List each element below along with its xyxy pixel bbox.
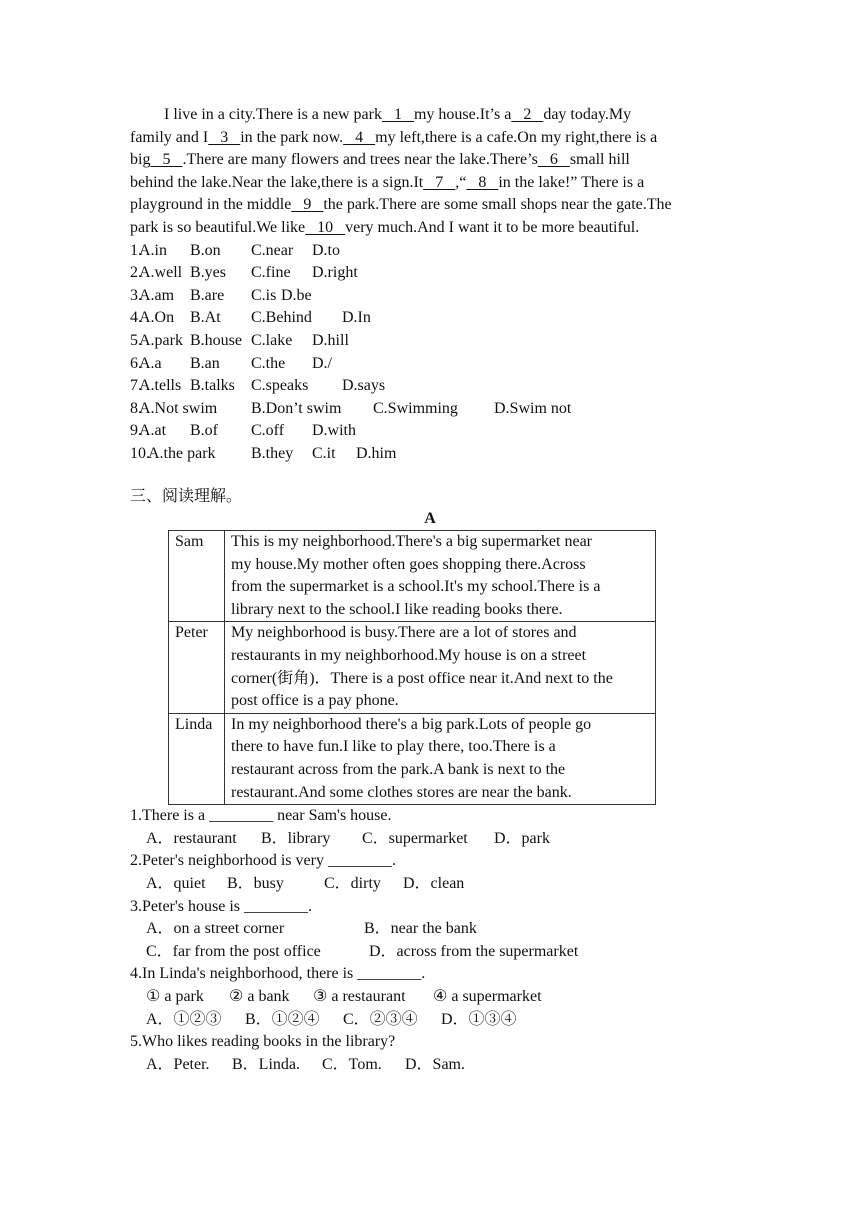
option-c: C．supermarket: [362, 829, 468, 847]
option-number: 2.: [130, 264, 142, 282]
option-b: B.yes: [190, 264, 226, 282]
question-stem: 5.Who likes reading books in the library?: [130, 1033, 396, 1051]
option-a: A．quiet: [146, 875, 206, 892]
question-options: [130, 941, 730, 964]
option-c: C.it: [312, 444, 336, 462]
question-options: [130, 873, 730, 896]
document-page: [130, 104, 730, 1076]
cloze-options: [130, 240, 730, 466]
option-b: B．library: [261, 829, 331, 847]
option-number: 7.: [130, 377, 142, 395]
option-a: A.park: [139, 331, 183, 349]
option-b: B.talks: [190, 377, 235, 395]
question-stem: 1.There is a ________ near Sam's house.: [130, 807, 392, 825]
passage-text: my left,there is a cafe.On my right,there is a: [375, 128, 658, 146]
row-name: Sam: [169, 531, 225, 622]
option-c: C．②③④: [343, 1010, 418, 1028]
neighborhood-table: [168, 530, 656, 805]
blank-1: 1: [381, 106, 414, 123]
question-stem: 3.Peter's house is ________.: [130, 897, 312, 915]
reading-section: [130, 486, 730, 1077]
option-c: C.fine: [251, 264, 291, 282]
question-options: [130, 986, 730, 1009]
option-d: D．across from the supermarket: [369, 942, 579, 960]
option-b: B.At: [190, 309, 221, 327]
blank-8: 8: [466, 173, 499, 191]
option-c: C.near: [251, 241, 294, 259]
passage-text: behind the lake.Near the lake,there is a sign.It: [130, 173, 424, 191]
option-a: A.in: [139, 241, 167, 259]
option-b: B.house: [190, 331, 242, 349]
option-b: B．Linda.: [232, 1055, 300, 1073]
question-options: [130, 1054, 730, 1077]
cloze-passage: [130, 104, 730, 240]
choice-4: ④ a supermarket: [433, 987, 542, 1005]
option-a: A．Peter.: [146, 1055, 210, 1073]
option-row-5: [130, 330, 730, 353]
option-c: C.Swimming: [373, 399, 458, 417]
row-text-line: library next to the school.I like reading books there.: [231, 600, 563, 618]
option-d: D．Sam.: [405, 1055, 466, 1073]
question-options: [130, 828, 730, 851]
option-d: D.be: [281, 286, 312, 304]
row-text-line: corner(街角)．There is a post office near it.And next to the: [231, 669, 613, 687]
row-text-line: post office is a pay phone.: [231, 692, 399, 710]
row-text: [225, 622, 656, 713]
option-b: B.are: [190, 286, 225, 304]
passage-text: park is so beautiful.We like: [130, 218, 306, 236]
passage-text: my house.It’s a: [413, 106, 512, 123]
option-b: B.they: [251, 444, 294, 462]
row-text-line: restaurants in my neighborhood.My house is on a street: [231, 647, 587, 665]
passage-text: day today.My: [543, 106, 632, 123]
passage-text: small hill: [569, 151, 630, 169]
option-a: A．①②③: [146, 1010, 222, 1028]
option-c: C.is: [251, 286, 277, 304]
passage-text: big: [130, 151, 151, 169]
question-options: [130, 1009, 730, 1032]
option-d: D.In: [342, 309, 371, 327]
choice-1: ① a park: [146, 987, 204, 1005]
option-b: B．①②④: [245, 1010, 320, 1028]
option-number: 10.: [130, 444, 150, 462]
option-c: C．dirty: [324, 875, 381, 892]
option-row-4: [130, 307, 730, 330]
option-number: 3.: [130, 286, 142, 304]
option-row-10: [130, 443, 730, 466]
option-d: D.hill: [312, 331, 349, 349]
option-a: A.Not swim: [139, 399, 218, 417]
section-heading: 三、阅读理解。: [130, 487, 243, 505]
option-d: D．①③④: [441, 1010, 517, 1028]
option-a: A.the park: [148, 444, 216, 462]
question-options: [130, 918, 730, 941]
option-number: 9.: [130, 422, 142, 440]
option-c: C.Behind: [251, 309, 312, 327]
passage-line: [130, 194, 730, 217]
option-c: C.the: [251, 354, 286, 372]
option-d: D.him: [356, 444, 397, 462]
row-text: [225, 713, 656, 804]
option-a: A．on a street corner: [146, 920, 285, 938]
option-row-9: [130, 420, 730, 443]
row-text-line: there to have fun.I like to play there, too.There is a: [231, 738, 556, 756]
row-text-line: This is my neighborhood.There's a big supermarket near: [231, 533, 593, 551]
question-stem: 2.Peter's neighborhood is very ________.: [130, 852, 396, 870]
blank-2: 2: [511, 106, 544, 123]
option-d: D.Swim not: [494, 399, 572, 417]
option-a: A.at: [139, 422, 167, 440]
table-title: A: [424, 510, 436, 528]
option-a: A.a: [139, 354, 162, 372]
option-d: D.with: [312, 422, 356, 440]
option-row-7: [130, 375, 730, 398]
passage-line: [130, 104, 730, 127]
option-d: D．clean: [403, 875, 465, 892]
row-text-line: In my neighborhood there's a big park.Lots of people go: [231, 715, 592, 733]
table-row: [169, 713, 656, 804]
option-c: C.lake: [251, 331, 293, 349]
row-text-line: restaurant across from the park.A bank is next to the: [231, 761, 566, 779]
choice-3: ③ a restaurant: [313, 987, 406, 1005]
passage-text: in the park now.: [240, 128, 344, 146]
option-number: 6.: [130, 354, 142, 372]
row-name: Peter: [169, 622, 225, 713]
option-a: A.tells: [139, 377, 182, 395]
passage-text: playground in the middle: [130, 196, 292, 214]
option-b: B.on: [190, 241, 221, 259]
passage-text: the park.There are some small shops near the gate.The: [323, 196, 672, 214]
option-d: D.right: [312, 264, 358, 282]
option-a: A.well: [139, 264, 183, 282]
passage-text: in the lake!” There is a: [498, 173, 645, 191]
blank-10: 10: [305, 218, 346, 236]
blank-7: 7: [423, 173, 456, 191]
option-d: D.to: [312, 241, 340, 259]
option-row-2: [130, 262, 730, 285]
option-b: B．near the bank: [364, 920, 477, 938]
option-number: 1.: [130, 241, 142, 259]
passage-text: I live in a city.There is a new park: [164, 106, 382, 123]
passage-text: very much.And I want it to be more beautiful.: [345, 218, 640, 236]
row-text-line: my house.My mother often goes shopping there.Across: [231, 555, 586, 573]
option-b: B.Don’t swim: [251, 399, 342, 417]
option-c: C．far from the post office: [146, 942, 321, 960]
option-number: 4.: [130, 309, 142, 327]
row-text-line: from the supermarket is a school.It's my school.There is a: [231, 578, 601, 596]
blank-6: 6: [537, 151, 570, 169]
table-row: [169, 622, 656, 713]
option-b: B.of: [190, 422, 218, 440]
option-b: B．busy: [227, 875, 284, 892]
choice-2: ② a bank: [229, 987, 290, 1005]
question-stem: 4.In Linda's neighborhood, there is ________.: [130, 965, 426, 983]
passage-text: ,“: [455, 173, 467, 191]
table-row: [169, 531, 656, 622]
passage-text: family and I: [130, 128, 209, 146]
option-d: D．park: [494, 829, 550, 847]
passage-line: [130, 172, 730, 195]
passage-text: .There are many flowers and trees near the lake.There’s: [182, 151, 538, 169]
blank-9: 9: [291, 196, 324, 214]
option-number: 8.: [130, 399, 142, 417]
option-row-8: [130, 398, 730, 421]
row-text-line: My neighborhood is busy.There are a lot of stores and: [231, 624, 577, 642]
blank-3: 3: [208, 128, 241, 146]
row-text: [225, 531, 656, 622]
option-c: C.speaks: [251, 377, 309, 395]
option-b: B.an: [190, 354, 220, 372]
passage-line: [130, 149, 730, 172]
option-row-3: [130, 285, 730, 308]
blank-5: 5: [150, 151, 183, 169]
option-number: 5.: [130, 331, 142, 349]
reading-questions: [130, 805, 730, 1076]
option-d: D./: [312, 354, 332, 372]
option-row-6: [130, 353, 730, 376]
option-a: A.am: [139, 286, 175, 304]
option-a: A.On: [139, 309, 175, 327]
option-c: C.off: [251, 422, 285, 440]
passage-line: [130, 217, 730, 240]
blank-4: 4: [343, 128, 376, 146]
option-c: C．Tom.: [322, 1055, 382, 1073]
option-row-1: [130, 240, 730, 263]
option-a: A．restaurant: [146, 829, 237, 847]
row-text-line: restaurant.And some clothes stores are near the bank.: [231, 783, 572, 801]
option-d: D.says: [342, 377, 386, 395]
row-name: Linda: [169, 713, 225, 804]
passage-line: [130, 127, 730, 150]
